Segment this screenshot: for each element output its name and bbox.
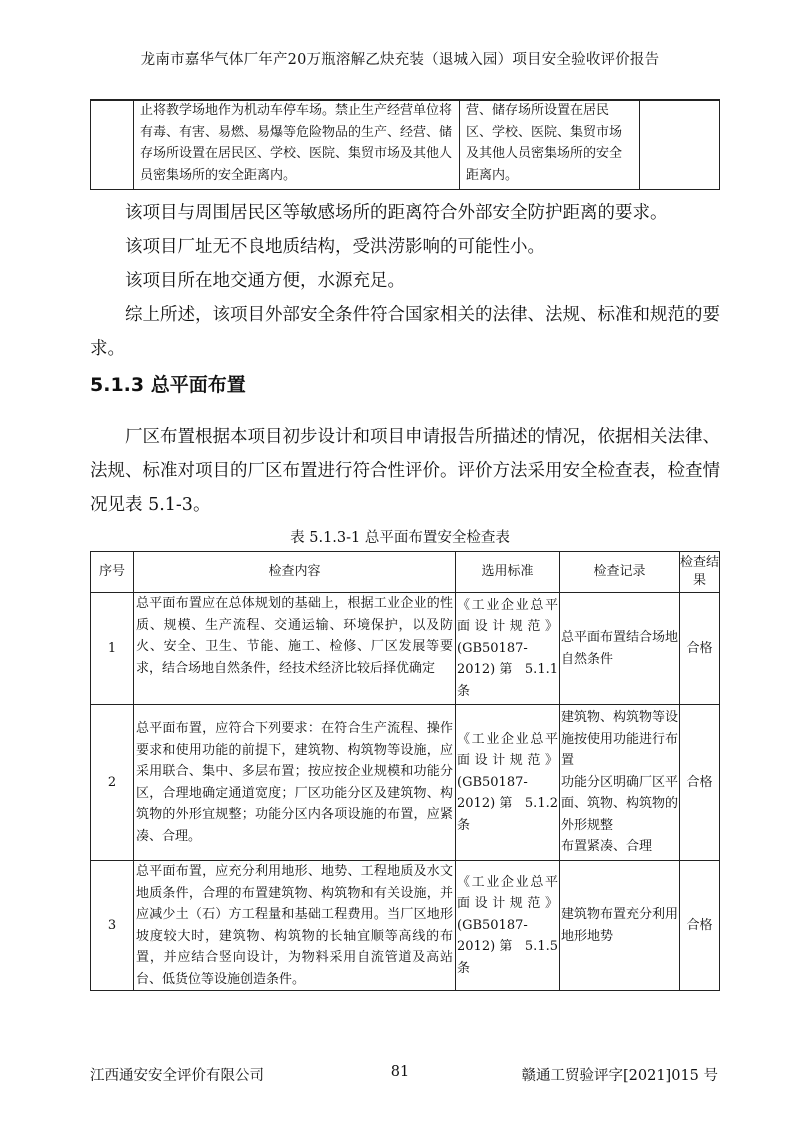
row-no: 2 <box>91 705 134 861</box>
cell-record: 营、储存场所设置在居民区、学校、医院、集贸市场及其他人员密集场所的安全距离内。 <box>460 100 640 190</box>
header-content: 检查内容 <box>134 552 456 593</box>
header-standard: 选用标准 <box>456 552 560 593</box>
header-result: 检查结果 <box>680 552 720 593</box>
footer-company: 江西通安安全评价有限公司 <box>90 1068 264 1084</box>
page-header: 龙南市嘉华气体厂年产20万瓶溶解乙炔充装（退城入园）项目安全验收评价报告 <box>140 52 660 68</box>
row-content: 总平面布置，应充分利用地形、地势、工程地质及水文地质条件，合理的布置建筑物、构筑物和有关设施，并应减少土（石）方工程量和基础工程费用。当厂区地形坡度较大时，建筑物、构筑物的长轴宜顺等高线的布置，并应结合竖向设计，为物料采用自流管道及高站台、低货位等设施创造条件。 <box>134 861 456 991</box>
cell-empty <box>91 100 134 190</box>
row-standard: 《工业企业总平面设计规范》(GB50187-2012)第 5.1.2 条 <box>456 705 560 861</box>
row-content: 总平面布置，应符合下列要求：在符合生产流程、操作要求和使用功能的前提下，建筑物、构筑物等设施，应采用联合、集中、多层布置；按应按企业规模和功能分区，合理地确定通道宽度；厂区功能分区及建筑物、构筑物的外形宜规整；功能分区内各项设施的布置，应紧凑、合理。 <box>134 705 456 861</box>
row-result: 合格 <box>680 593 720 705</box>
row-record: 建筑物布置充分利用地形地势 <box>560 861 680 991</box>
row-record: 总平面布置结合场地自然条件 <box>560 593 680 705</box>
table-row <box>91 593 720 705</box>
header-record: 检查记录 <box>560 552 680 593</box>
paragraph: 该项目所在地交通方便，水源充足。 <box>125 271 405 291</box>
section-intro: 厂区布置根据本项目初步设计和项目申请报告所描述的情况，依据相关法律、法规、标准对项目的厂区布置进行符合性评价。评价方法采用安全检查表，检查情况见表 5.1-3。 <box>90 427 720 515</box>
row-no: 3 <box>91 861 134 991</box>
paragraph: 该项目厂址无不良地质结构，受洪涝影响的可能性小。 <box>125 237 545 257</box>
row-standard: 《工业企业总平面设计规范》(GB50187-2012)第 5.1.5 条 <box>456 861 560 991</box>
table-row <box>91 705 720 861</box>
paragraph: 综上所述，该项目外部安全条件符合国家相关的法律、法规、标准和规范的要求。 <box>90 305 720 359</box>
section-heading: 5.1.3 总平面布置 <box>90 374 246 396</box>
footer-code: 赣通工贸验评字[2021]015 号 <box>521 1068 718 1084</box>
table-caption: 表 5.1.3-1 总平面布置安全检查表 <box>290 530 510 546</box>
cell-content: 止将教学场地作为机动车停车场。禁止生产经营单位将有毒、有害、易燃、易爆等危险物品的生产、经营、储存场所设置在居民区、学校、医院、集贸市场及其他人员密集场所的安全距离内。 <box>134 100 460 190</box>
row-record: 建筑物、构筑物等设施按使用功能进行布置 功能分区明确厂区平面、筑物、构筑物的外形规整 布置紧凑、合理 <box>560 705 680 861</box>
row-no: 1 <box>91 593 134 705</box>
header-no: 序号 <box>91 552 134 593</box>
checklist-table <box>90 551 720 991</box>
paragraph: 该项目与周围居民区等敏感场所的距离符合外部安全防护距离的要求。 <box>125 203 668 223</box>
table-row <box>91 861 720 991</box>
continued-table <box>90 99 720 190</box>
row-standard: 《工业企业总平面设计规范》(GB50187-2012)第 5.1.1 条 <box>456 593 560 705</box>
row-content: 总平面布置应在总体规划的基础上，根据工业企业的性质、规模、生产流程、交通运输、环境保护，以及防火、安全、卫生、节能、施工、检修、厂区发展等要求，结合场地自然条件，经技术经济比较后择优确定 <box>134 593 456 705</box>
row-result: 合格 <box>680 861 720 991</box>
page-number: 81 <box>390 1064 410 1080</box>
cell-empty <box>640 100 720 190</box>
row-result: 合格 <box>680 705 720 861</box>
